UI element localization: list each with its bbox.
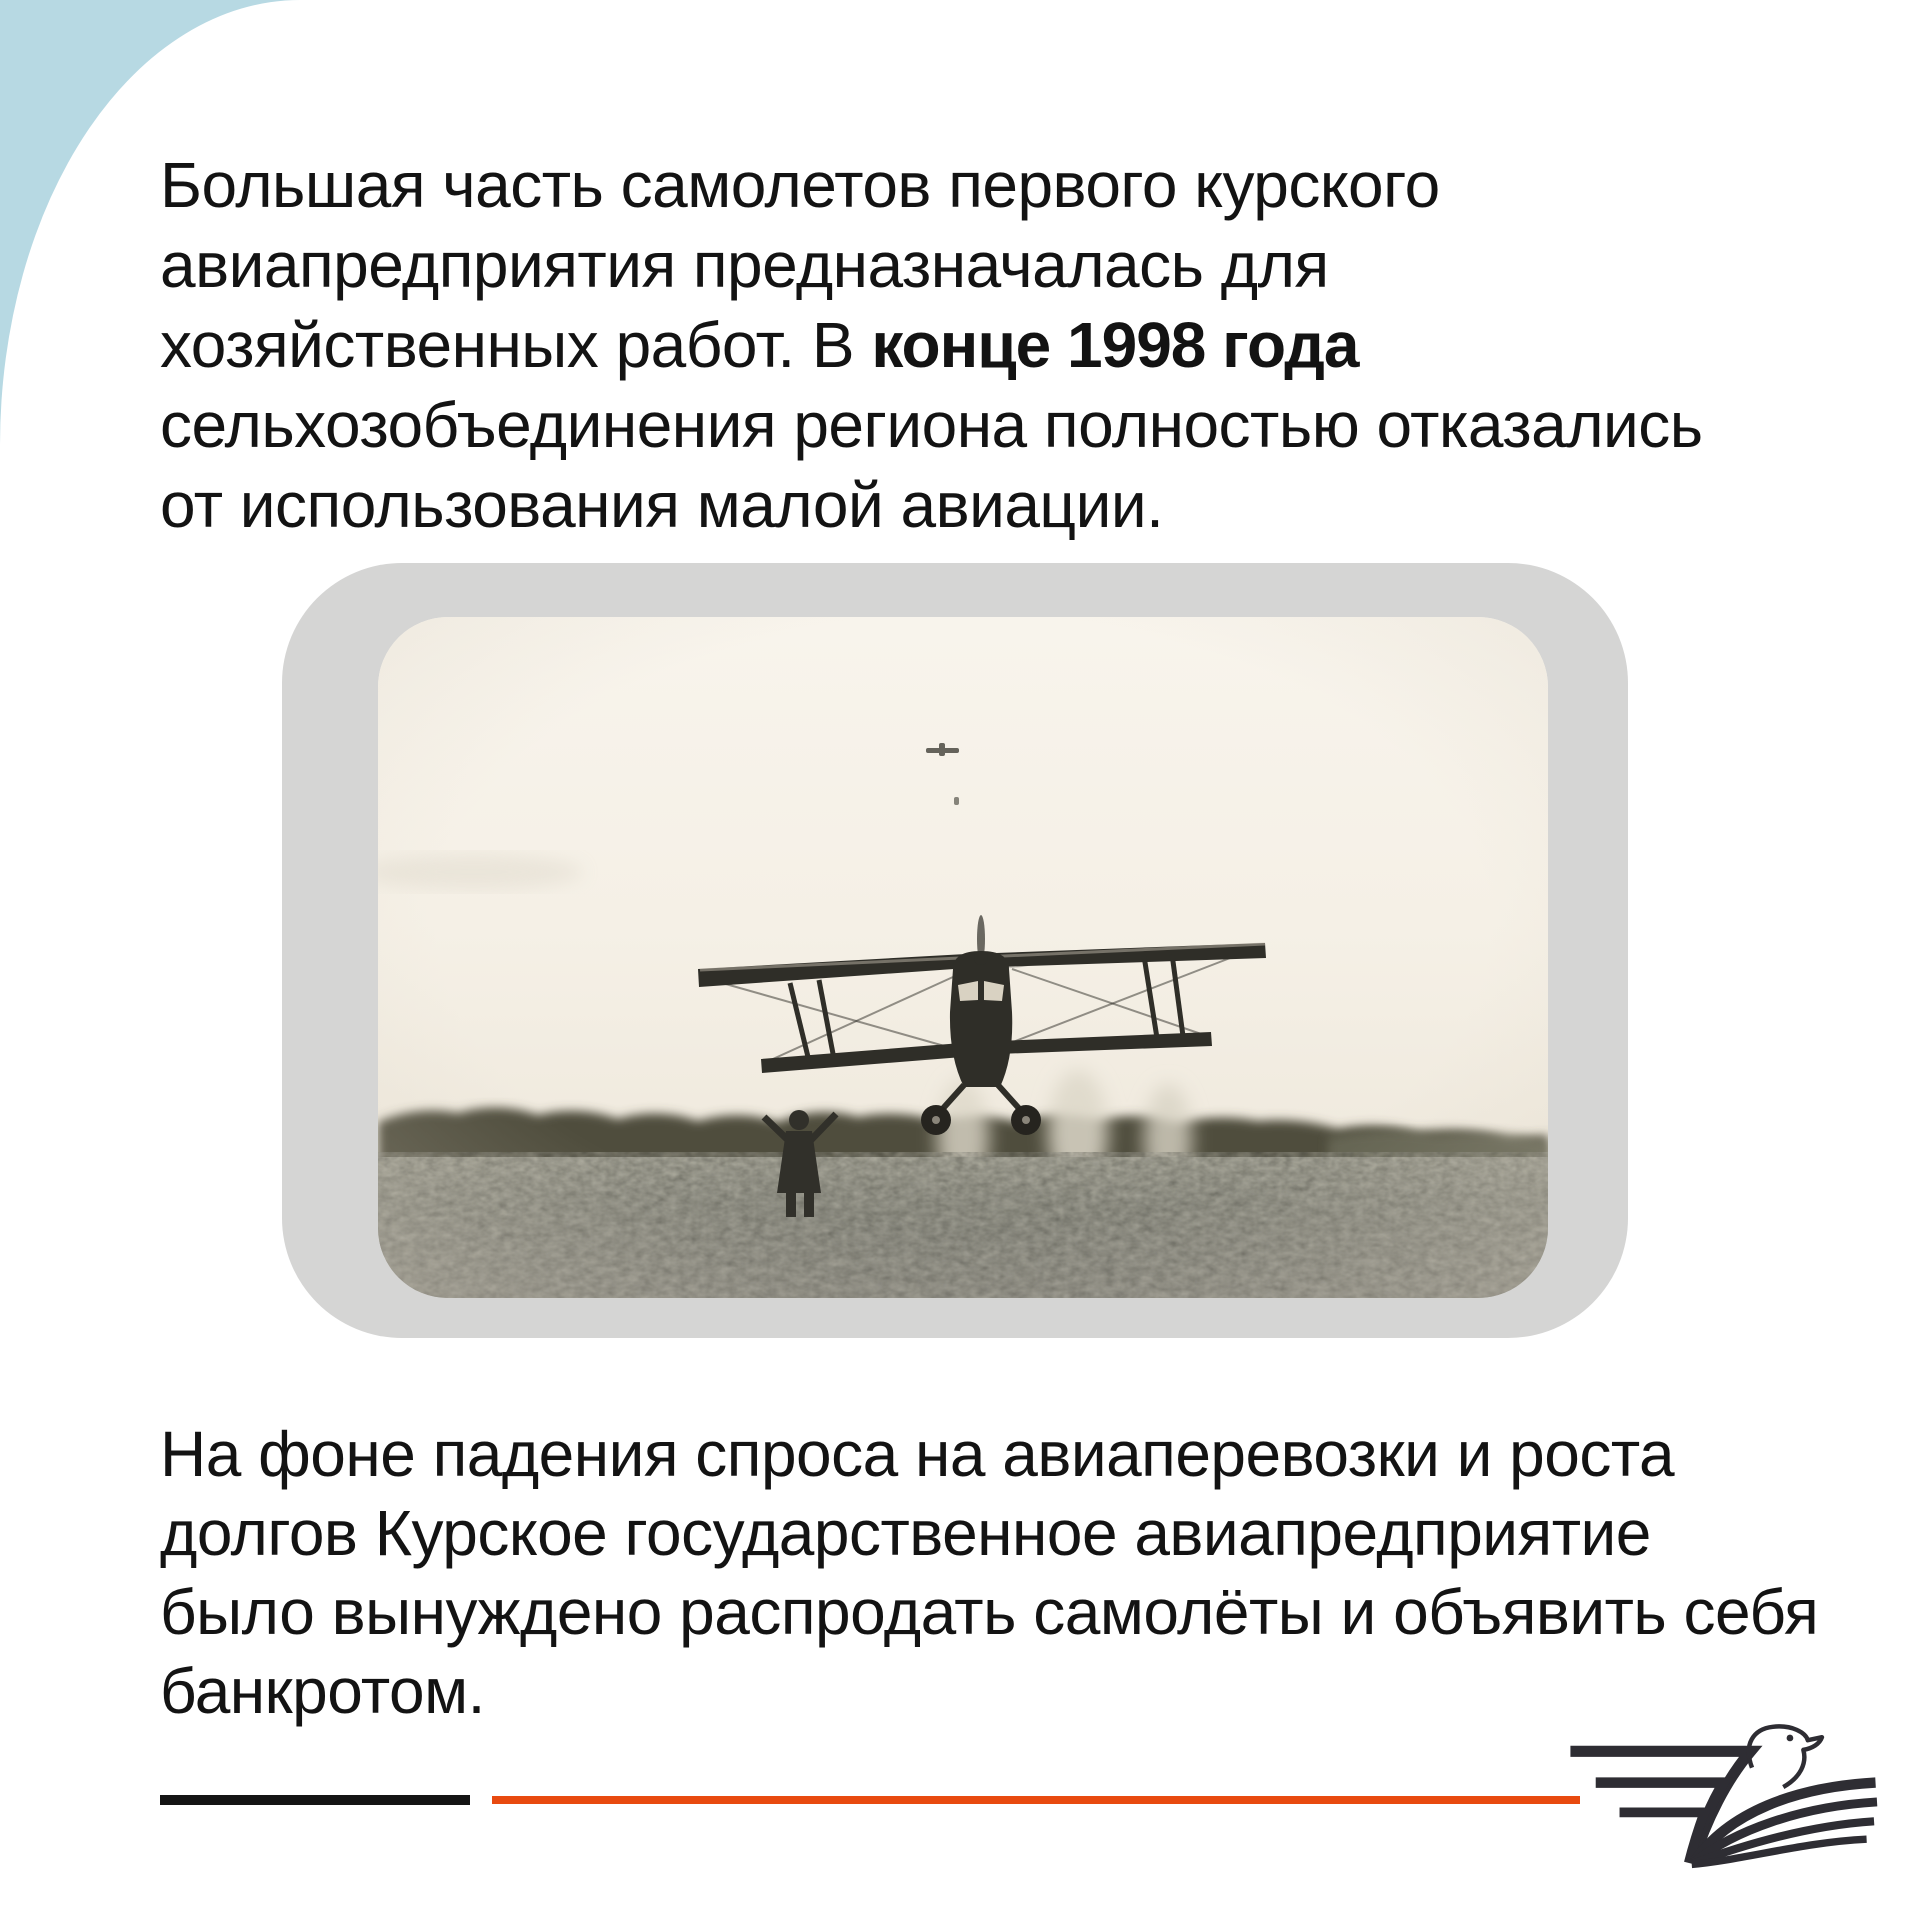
photo-vignette [378,617,1548,1298]
footer-black-line [160,1795,470,1805]
paragraph-top [160,145,1780,545]
paragraph-top-text: Большая часть самолетов первого курского авиапредприятия предназначалась для хозяйственных работ. В [160,149,1440,381]
paragraph-top-text-after: сельхозобъединения региона полностью отказались от использования малой авиации. [160,389,1703,541]
bird-wing-logo [1560,1720,1880,1872]
photo-frame [282,563,1628,1338]
footer-accent-line [492,1796,1580,1804]
bird-eye [1787,1735,1794,1742]
historical-photo [378,617,1548,1298]
biplane-field-scene [378,617,1548,1298]
paragraph-top-highlight: конце 1998 года [871,309,1359,381]
paragraph-bottom: На фоне падения спроса на авиаперевозки и роста долгов Курское государственное авиапредприятие было вынуждено распродать самолёты и объявить себя банкротом. [160,1418,1819,1727]
